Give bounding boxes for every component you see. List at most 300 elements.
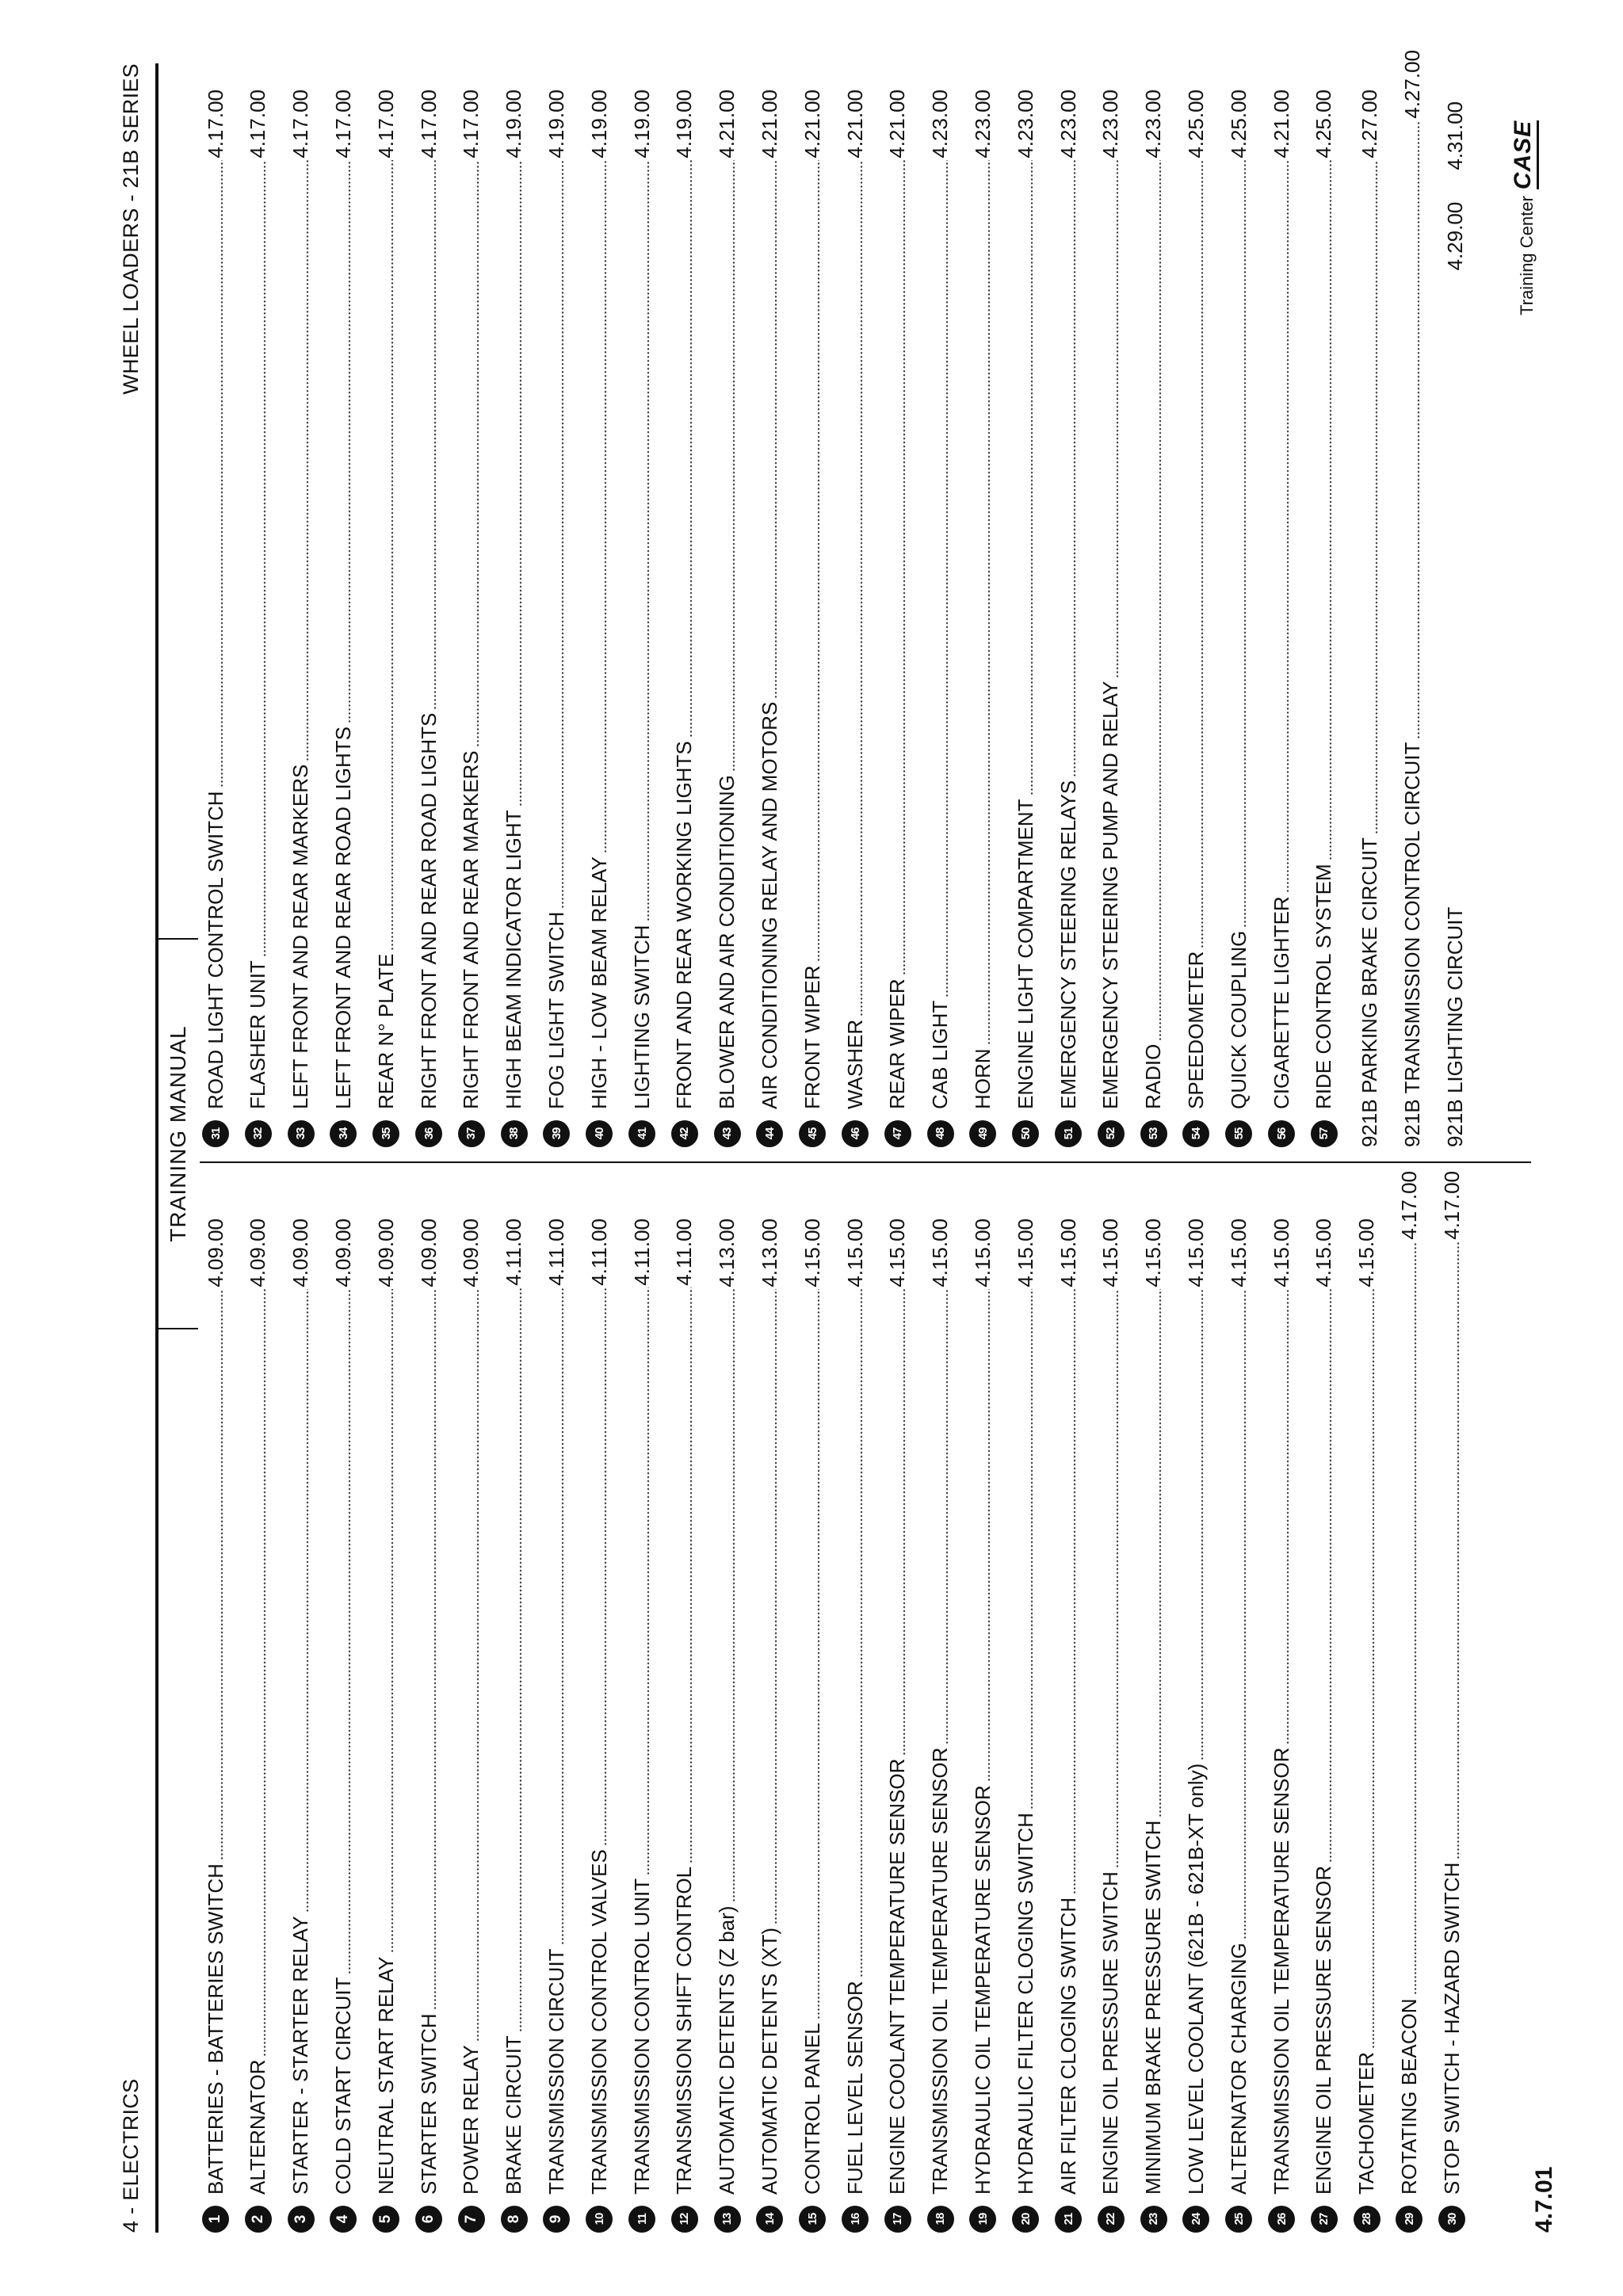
index-row — [1049, 1219, 1087, 2233]
dot-leader — [1375, 160, 1378, 834]
item-label: HORN — [970, 1048, 995, 1109]
item-number-badge: 20 — [1012, 2206, 1039, 2233]
index-row — [708, 1219, 747, 2233]
item-label: AUTOMATIC DETENTS (XT) — [757, 1927, 781, 2195]
dot-leader — [647, 160, 650, 922]
item-number-badge: 5 — [372, 2206, 399, 2233]
page-reference: 4.15.00 — [885, 1219, 910, 1287]
page-reference: 4.15.00 — [1141, 1219, 1166, 1287]
item-label: SPEEDOMETER — [1183, 951, 1208, 1109]
index-row — [410, 1219, 448, 2233]
item-number-badge: 18 — [927, 2206, 954, 2233]
dot-leader — [689, 1287, 693, 1863]
item-label: 921B LIGHTING CIRCUIT — [1442, 906, 1467, 1147]
index-row — [623, 90, 661, 1147]
item-label: STARTER SWITCH — [416, 2013, 441, 2195]
page-reference: 4.15.00 — [1312, 1219, 1336, 1287]
item-number-badge: 19 — [969, 2206, 996, 2233]
index-row — [1220, 90, 1258, 1147]
item-number-badge: 46 — [842, 1120, 869, 1147]
item-label: EMERGENCY STEERING RELAYS — [1056, 780, 1080, 1109]
index-row — [239, 1219, 277, 2233]
index-row — [324, 1219, 362, 2233]
index-row — [1049, 90, 1087, 1147]
item-label: RADIO — [1141, 1043, 1166, 1109]
item-label: HIGH - LOW BEAM RELAY — [586, 856, 611, 1109]
item-number-badge: 22 — [1098, 2206, 1125, 2233]
dot-leader — [860, 1289, 863, 1978]
index-row — [750, 90, 789, 1147]
index-row — [879, 90, 917, 1147]
page-reference: 4.27.00 — [1400, 50, 1424, 119]
page-reference: 4.15.00 — [1226, 1219, 1251, 1287]
index-row — [793, 90, 831, 1147]
item-label: NEUTRAL START RELAY — [373, 1956, 398, 2195]
index-row — [964, 90, 1002, 1147]
item-number-badge: 47 — [884, 1120, 911, 1147]
item-number-badge: 2 — [245, 2206, 272, 2233]
page-reference: 4.11.00 — [629, 1219, 654, 1286]
item-number-badge: 3 — [288, 2206, 315, 2233]
index-row — [964, 1219, 1002, 2233]
page-reference: 4.09.00 — [203, 1219, 227, 1287]
item-number-badge: 42 — [671, 1120, 698, 1147]
index-row — [197, 1219, 235, 2233]
dot-leader — [1457, 1241, 1460, 1859]
page-reference: 4.23.00 — [1013, 90, 1037, 158]
item-label: TRANSMISSION CONTROL UNIT — [629, 1878, 654, 2195]
index-row — [836, 90, 874, 1147]
page-reference: 4.11.00 — [672, 1219, 697, 1286]
page-reference: 4.11.00 — [586, 1219, 611, 1286]
page-reference: 4.13.00 — [715, 1219, 739, 1287]
page-reference: 4.29.00 — [1442, 201, 1467, 271]
dot-leader — [263, 1289, 266, 2057]
dot-leader — [1201, 1289, 1204, 1760]
item-number-badge: 40 — [586, 1120, 613, 1147]
dot-leader — [519, 1287, 522, 2032]
dot-leader — [817, 1289, 820, 2020]
page-reference: 4.09.00 — [288, 1219, 313, 1287]
page-reference: 4.25.00 — [1312, 90, 1336, 158]
page-reference: 4.09.00 — [330, 1219, 355, 1287]
page-reference: 4.21.00 — [842, 90, 867, 158]
dot-leader — [1243, 1289, 1247, 1939]
page-reference: 4.09.00 — [416, 1219, 441, 1287]
index-row — [922, 1219, 960, 2233]
index-row — [922, 90, 960, 1147]
index-row — [836, 1219, 874, 2233]
item-label: LEFT FRONT AND REAR MARKERS — [288, 764, 313, 1109]
item-number-badge: 27 — [1311, 2206, 1338, 2233]
item-label: WASHER — [842, 1019, 867, 1109]
item-label: CONTROL PANEL — [800, 2023, 824, 2195]
item-label: AUTOMATIC DETENTS (Z bar) — [715, 1905, 739, 2195]
index-row — [239, 90, 277, 1147]
index-row — [495, 90, 533, 1147]
item-label: ROTATING BEACON — [1396, 1998, 1421, 2195]
item-number-badge: 17 — [884, 2206, 911, 2233]
dot-leader — [860, 160, 863, 1016]
item-number-badge: 34 — [330, 1120, 357, 1147]
page-reference: 4.21.00 — [800, 90, 824, 158]
page-reference: 4.11.00 — [502, 1219, 526, 1286]
index-row — [623, 1219, 661, 2233]
page-reference: 4.23.00 — [1056, 90, 1080, 158]
item-number-badge: 1 — [202, 2206, 229, 2233]
dot-leader — [1372, 1289, 1375, 2049]
page-reference: 4.19.00 — [544, 90, 568, 158]
dot-leader — [1414, 1241, 1417, 1996]
dot-leader — [903, 160, 906, 976]
column-divider — [200, 1161, 1531, 1163]
dot-leader — [348, 160, 351, 723]
item-label: TRANSMISSION OIL TEMPERATURE SENSOR — [928, 1747, 953, 2195]
page-reference: 4.15.00 — [1183, 1219, 1208, 1287]
item-label: TRANSMISSION SHIFT CONTROL — [672, 1866, 697, 2195]
item-label: ENGINE COOLANT TEMPERATURE SENSOR — [885, 1758, 910, 2195]
page-reference: 4.17.00 — [1439, 1171, 1464, 1240]
index-row — [1006, 90, 1044, 1147]
item-number-badge: 23 — [1140, 2206, 1167, 2233]
dot-leader — [945, 1289, 949, 1745]
index-row — [410, 90, 448, 1147]
page-reference: 4.11.00 — [544, 1219, 568, 1286]
item-label: ENGINE LIGHT COMPARTMENT — [1013, 799, 1037, 1109]
dot-leader — [1201, 160, 1204, 948]
dot-leader — [817, 160, 820, 963]
page-number: 4.7.01 — [1531, 2166, 1557, 2233]
item-label: LEFT FRONT AND REAR ROAD LIGHTS — [330, 726, 355, 1109]
dot-leader — [1116, 160, 1119, 678]
index-row — [580, 90, 618, 1147]
dot-leader — [1159, 1289, 1162, 1817]
index-row — [793, 1219, 831, 2233]
index-row — [1305, 1219, 1343, 2233]
index-row — [1177, 1219, 1215, 2233]
index-row — [1262, 90, 1300, 1147]
dot-leader — [306, 160, 309, 761]
item-label: COLD START CIRCUIT — [330, 1977, 355, 2195]
index-row — [1092, 90, 1130, 1147]
item-label: ALTERNATOR — [246, 2059, 270, 2195]
index-row — [197, 90, 235, 1147]
item-number-badge: 25 — [1225, 2206, 1252, 2233]
dot-leader — [220, 160, 223, 788]
dot-leader — [1030, 160, 1033, 796]
item-number-badge: 35 — [372, 1120, 399, 1147]
index-row — [580, 1219, 618, 2233]
dot-leader — [433, 1289, 437, 2011]
item-number-badge: 32 — [245, 1120, 272, 1147]
item-label: ROAD LIGHT CONTROL SWITCH — [203, 791, 227, 1109]
item-label: FOG LIGHT SWITCH — [544, 911, 568, 1109]
item-label: BRAKE CIRCUIT — [502, 2035, 526, 2195]
page-reference: 4.21.00 — [1269, 90, 1293, 158]
item-label: BATTERIES - BATTERIES SWITCH — [203, 1863, 227, 2195]
item-number-badge: 11 — [628, 2206, 655, 2233]
series-title: WHEEL LOADERS - 21B SERIES — [119, 63, 143, 395]
page-reference: 4.17.00 — [373, 90, 398, 158]
item-number-badge: 9 — [543, 2206, 570, 2233]
item-label: MINIMUM BRAKE PRESSURE SWITCH — [1141, 1820, 1166, 2195]
manual-title: TRAINING MANUAL — [166, 1025, 190, 1242]
page-reference: 4.17.00 — [1396, 1171, 1421, 1240]
manual-tab — [157, 938, 198, 1329]
item-label: TACHOMETER — [1354, 2051, 1379, 2195]
dot-leader — [1030, 1289, 1033, 1810]
item-number-badge: 39 — [543, 1120, 570, 1147]
page-reference: 4.25.00 — [1183, 90, 1208, 158]
item-label: LIGHTING SWITCH — [629, 925, 654, 1109]
index-row — [1092, 1219, 1130, 2233]
page-reference: 4.15.00 — [1013, 1219, 1037, 1287]
dot-leader — [561, 1287, 564, 1946]
item-number-badge: 54 — [1182, 1120, 1209, 1147]
index-row — [1177, 90, 1215, 1147]
item-number-badge: 15 — [799, 2206, 826, 2233]
item-number-badge: 7 — [458, 2206, 485, 2233]
item-label: EMERGENCY STEERING PUMP AND RELAY — [1098, 681, 1123, 1109]
dot-leader — [1286, 1289, 1289, 1745]
case-logo: CASE — [1510, 120, 1539, 189]
item-number-badge: 50 — [1012, 1120, 1039, 1147]
item-number-badge: 6 — [415, 2206, 442, 2233]
brand-logo — [1510, 120, 1539, 315]
item-number-badge: 16 — [842, 2206, 869, 2233]
page-reference: 4.17.00 — [288, 90, 313, 158]
item-label: REAR N° PLATE — [373, 953, 398, 1109]
item-number-badge: 24 — [1182, 2206, 1209, 2233]
dot-leader — [1073, 160, 1076, 777]
dot-leader — [987, 1289, 991, 1783]
item-label: REAR WIPER — [885, 978, 910, 1109]
dot-leader — [348, 1289, 351, 1974]
item-label: HIGH BEAM INDICATOR LIGHT — [502, 810, 526, 1109]
dot-leader — [647, 1287, 650, 1875]
page-reference: 4.17.00 — [459, 90, 483, 158]
page-reference: 4.15.00 — [970, 1219, 995, 1287]
item-number-badge: 51 — [1055, 1120, 1082, 1147]
index-row — [1262, 1219, 1300, 2233]
item-number-badge: 37 — [458, 1120, 485, 1147]
dot-leader — [987, 160, 991, 1046]
page-reference: 4.15.00 — [800, 1219, 824, 1287]
index-row — [1393, 50, 1431, 1147]
dot-leader — [433, 160, 437, 710]
index-row — [282, 90, 320, 1147]
index-row — [495, 1219, 533, 2233]
index-row — [537, 1219, 575, 2233]
page-reference: 4.15.00 — [1056, 1219, 1080, 1287]
item-label: ALTERNATOR CHARGING — [1226, 1943, 1251, 2195]
dot-leader — [476, 1289, 479, 2042]
index-row — [750, 1219, 789, 2233]
item-label: TRANSMISSION OIL TEMPERATURE SENSOR — [1269, 1747, 1293, 2195]
dot-leader — [774, 1289, 777, 1924]
index-row — [666, 1219, 704, 2233]
item-label: FUEL LEVEL SENSOR — [842, 1981, 867, 2195]
item-number-badge: 41 — [628, 1120, 655, 1147]
page-reference: 4.25.00 — [1226, 90, 1251, 158]
index-row — [1433, 1171, 1471, 2233]
page-reference: 4.21.00 — [885, 90, 910, 158]
index-row — [1006, 1219, 1044, 2233]
page-reference: 4.23.00 — [970, 90, 995, 158]
index-row — [879, 1219, 917, 2233]
index-row — [1348, 1219, 1386, 2233]
item-label: ENGINE OIL PRESSURE SWITCH — [1098, 1871, 1123, 2195]
item-number-badge: 44 — [756, 1120, 783, 1147]
item-label: POWER RELAY — [459, 2045, 483, 2195]
dot-leader — [306, 1289, 309, 1913]
page-reference: 4.09.00 — [373, 1219, 398, 1287]
item-number-badge: 43 — [714, 1120, 741, 1147]
item-label: TRANSMISSION CONTROL VALVES — [586, 1849, 611, 2195]
index-row — [1135, 1219, 1173, 2233]
dot-leader — [1116, 1289, 1119, 1868]
page-reference: 4.15.00 — [1098, 1219, 1123, 1287]
index-row — [367, 1219, 405, 2233]
item-number-badge: 10 — [586, 2206, 613, 2233]
dot-leader — [1329, 1289, 1332, 1863]
item-number-badge: 21 — [1055, 2206, 1082, 2233]
item-label: AIR FILTER CLOGING SWITCH — [1056, 1897, 1080, 2195]
page-reference: 4.09.00 — [246, 1219, 270, 1287]
item-label: FRONT WIPER — [800, 965, 824, 1109]
item-label: LOW LEVEL COOLANT (621B - 621B-XT only) — [1183, 1763, 1208, 2195]
index-row — [1436, 101, 1474, 1147]
dot-leader — [945, 160, 949, 997]
page-reference: 4.19.00 — [502, 90, 526, 158]
item-number-badge: 29 — [1396, 2206, 1423, 2233]
page-reference: 4.21.00 — [715, 90, 739, 158]
item-label: STOP SWITCH - HAZARD SWITCH — [1439, 1862, 1464, 2195]
item-label: 921B PARKING BRAKE CIRCUIT — [1358, 837, 1382, 1147]
item-number-badge: 52 — [1098, 1120, 1125, 1147]
page-reference: 4.09.00 — [459, 1219, 483, 1287]
dot-leader — [391, 1289, 394, 1954]
item-label: STARTER - STARTER RELAY — [288, 1916, 313, 2195]
page-reference: 4.13.00 — [757, 1219, 781, 1287]
item-label: 921B TRANSMISSION CONTROL CIRCUIT — [1400, 742, 1424, 1147]
dot-leader — [903, 1289, 906, 1756]
index-row — [324, 90, 362, 1147]
item-number-badge: 56 — [1268, 1120, 1295, 1147]
section-title: 4 - ELECTRICS — [119, 2078, 143, 2233]
dot-leader — [732, 1289, 735, 1903]
dot-leader — [732, 160, 735, 772]
training-center-label: Training Center — [1517, 196, 1537, 315]
item-label: FRONT AND REAR WORKING LIGHTS — [672, 741, 697, 1109]
dot-leader — [220, 1289, 223, 1860]
item-label: ENGINE OIL PRESSURE SENSOR — [1312, 1865, 1336, 2195]
item-number-badge: 30 — [1438, 2206, 1465, 2233]
dot-leader — [263, 160, 266, 957]
index-row — [453, 90, 491, 1147]
item-label: RIGHT FRONT AND REAR MARKERS — [459, 750, 483, 1109]
index-row — [708, 90, 747, 1147]
index-row — [1305, 90, 1343, 1147]
page-reference: 4.19.00 — [629, 90, 654, 158]
page-reference: 4.17.00 — [246, 90, 270, 158]
page-reference: 4.21.00 — [757, 90, 781, 158]
page-reference: 4.17.00 — [203, 90, 227, 158]
dot-leader — [1159, 160, 1162, 1041]
item-number-badge: 55 — [1225, 1120, 1252, 1147]
item-label: TRANSMISSION CIRCUIT — [544, 1948, 568, 2195]
page-reference: 4.31.00 — [1442, 101, 1467, 170]
item-number-badge: 48 — [927, 1120, 954, 1147]
page-reference: 4.23.00 — [1098, 90, 1123, 158]
item-number-badge: 57 — [1311, 1120, 1338, 1147]
index-row — [1220, 1219, 1258, 2233]
item-number-badge: 13 — [714, 2206, 741, 2233]
page-reference: 4.15.00 — [842, 1219, 867, 1287]
item-number-badge: 31 — [202, 1120, 229, 1147]
dot-leader — [1329, 160, 1332, 861]
item-label: CAB LIGHT — [928, 1000, 953, 1109]
dot-leader — [604, 160, 607, 853]
index-row — [1351, 90, 1389, 1147]
item-number-badge: 26 — [1268, 2206, 1295, 2233]
item-number-badge: 8 — [501, 2206, 528, 2233]
dot-leader — [1286, 160, 1289, 894]
page-reference: 4.15.00 — [1269, 1219, 1293, 1287]
index-row — [666, 90, 704, 1147]
page-reference: 4.19.00 — [672, 90, 697, 158]
page-reference: 4.23.00 — [1141, 90, 1166, 158]
index-row — [367, 90, 405, 1147]
dot-leader — [519, 160, 522, 807]
item-number-badge: 49 — [969, 1120, 996, 1147]
item-number-badge: 45 — [799, 1120, 826, 1147]
item-label: HYDRAULIC OIL TEMPERATURE SENSOR — [970, 1785, 995, 2195]
dot-leader — [604, 1287, 607, 1846]
item-label: HYDRAULIC FILTER CLOGING SWITCH — [1013, 1812, 1037, 2195]
dot-leader — [1243, 160, 1247, 928]
dot-leader — [561, 160, 564, 909]
page-reference: 4.17.00 — [416, 90, 441, 158]
item-label: BLOWER AND AIR CONDITIONING — [715, 775, 739, 1109]
item-label: FLASHER UNIT — [246, 960, 270, 1109]
item-number-badge: 38 — [501, 1120, 528, 1147]
item-label: QUICK COUPLING — [1226, 930, 1251, 1109]
index-row — [537, 90, 575, 1147]
index-row — [1390, 1171, 1428, 2233]
dot-leader — [391, 160, 394, 951]
page-reference: 4.17.00 — [330, 90, 355, 158]
item-number-badge: 14 — [756, 2206, 783, 2233]
page-reference: 4.15.00 — [928, 1219, 953, 1287]
item-label: RIGHT FRONT AND REAR ROAD LIGHTS — [416, 712, 441, 1109]
item-number-badge: 33 — [288, 1120, 315, 1147]
page-reference: 4.15.00 — [1354, 1219, 1379, 1287]
dot-leader — [689, 160, 693, 738]
item-label: RIDE CONTROL SYSTEM — [1312, 864, 1336, 1109]
dot-leader — [1417, 120, 1420, 739]
item-number-badge: 4 — [330, 2206, 357, 2233]
item-label: AIR CONDITIONING RELAY AND MOTORS — [757, 701, 781, 1109]
item-number-badge: 28 — [1354, 2206, 1381, 2233]
item-label: CIGARETTE LIGHTER — [1269, 896, 1293, 1109]
item-number-badge: 12 — [671, 2206, 698, 2233]
dot-leader — [1073, 1289, 1076, 1894]
page-reference: 4.23.00 — [928, 90, 953, 158]
dot-leader — [476, 160, 479, 748]
item-number-badge: 53 — [1140, 1120, 1167, 1147]
index-row — [1135, 90, 1173, 1147]
